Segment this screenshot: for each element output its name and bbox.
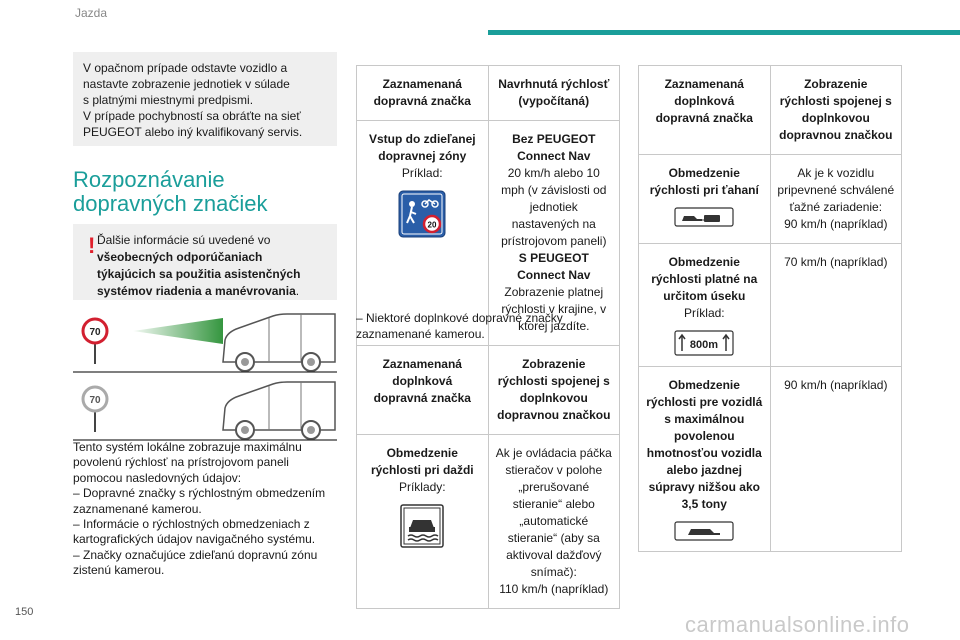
row-example-label: Príklad:: [401, 166, 443, 180]
row-speed-value: 110 km/h (napríklad): [499, 582, 609, 596]
body-line: – Značky označujúce zdieľanú dopravnú zónu: [73, 547, 318, 562]
warning-exclamation-icon: !: [88, 233, 96, 258]
speed-sign-value: 70: [89, 327, 101, 338]
table-row: [639, 155, 902, 244]
table-cell: [770, 244, 901, 367]
car-icon: [223, 382, 335, 439]
body-line: – Informácie o rýchlostných obmedzeniach z: [73, 517, 310, 532]
row-example-label: Príklady:: [398, 480, 446, 494]
row-nav-off-label: Bez PEUGEOT Connect Nav: [512, 132, 596, 163]
body-line: – Dopravné značky s rýchlostným obmedzením: [73, 486, 326, 501]
info-line: PEUGEOT alebo iný kvalifikovaný servis.: [83, 125, 303, 139]
row-speed-value: 70 km/h (napríklad): [784, 255, 888, 269]
table-header: Zaznamenaná doplnková dopravná značka: [639, 66, 771, 155]
row-description: Ak je ovládacia páčka stieračov v polohe „prerušované stieranie“ alebo „automatické stieranie“ (aby sa aktivoval dažďový snímač):: [495, 446, 612, 579]
body-line: zaznamenané kamerou.: [73, 501, 202, 516]
body-line: kartografických údajov navigačného systému.: [73, 532, 316, 547]
shared-zone-sign-value: 20: [427, 220, 437, 230]
table-header: Navrhnutá rýchlosť (vypočítaná): [488, 66, 619, 121]
table-header: Zobrazenie rýchlosti spojenej s doplnkovou dopravnou značkou: [770, 66, 901, 155]
speed-sign-value: 70: [89, 395, 101, 406]
info-box: [73, 52, 337, 146]
table-header: Zaznamenaná dopravná značka: [357, 66, 489, 121]
camera-beam: [133, 318, 223, 344]
watermark: carmanualsonline.info: [685, 612, 910, 637]
page-number: 150: [15, 606, 34, 618]
table-cell: [770, 367, 901, 552]
warning-box: [73, 224, 337, 300]
body-line: povolenú rýchlosť na prístrojovom paneli: [73, 455, 289, 470]
car-icon: [223, 314, 335, 371]
speed-sign-active-illustration: [73, 304, 337, 374]
info-line: V opačnom prípade odstavte vozidlo a: [83, 61, 288, 75]
distance-sign-value: 800m: [690, 339, 719, 351]
table-cell: [639, 155, 771, 244]
towing-sign-icon: [674, 207, 734, 227]
row-title: Obmedzenie rýchlosti pre vozidlá s maximálnou povolenou hmotnosťou vozidla alebo jazdnej súpravy nižšou ako 3,5 tony: [646, 378, 763, 511]
weight-limit-sign-icon: [674, 521, 734, 541]
section-label: Jazda: [75, 6, 108, 20]
table-cell: [357, 435, 489, 609]
row-speed-value: 90 km/h (napríklad): [784, 217, 888, 231]
row-title: Obmedzenie rýchlosti platné na určitom úseku: [651, 255, 758, 303]
row-nav-on-label: S PEUGEOT Connect Nav: [517, 251, 591, 282]
supplementary-signs-table: [638, 65, 902, 552]
table-row: [639, 367, 902, 552]
section-title-line2: dopravných značiek: [73, 191, 268, 216]
body-line: zistenú kamerou.: [73, 563, 165, 578]
row-title: Obmedzenie rýchlosti pri daždi: [370, 446, 474, 477]
warning-end: .: [295, 284, 300, 298]
warning-bold1: všeobecných odporúčaniach: [97, 250, 263, 264]
rain-sign-icon: [400, 504, 444, 548]
section-title-line1: Rozpoznávanie: [73, 167, 225, 192]
info-line: s platnými miestnymi predpismi.: [83, 93, 254, 107]
warning-last-line: [97, 283, 329, 300]
row-speed-value: 90 km/h (napríklad): [784, 378, 888, 392]
table-cell: [639, 244, 771, 367]
rain-limit-table: [356, 345, 620, 609]
table-cell: [639, 367, 771, 552]
shared-zone-table: [356, 65, 620, 346]
shared-zone-sign-icon: [398, 190, 446, 238]
row-nav-off-value: 20 km/h alebo 10 mph (v závislosti od jednotiek nastavených na prístrojovom paneli): [501, 166, 607, 248]
distance-sign-icon: [674, 330, 734, 356]
additional-signs-note: – Niektoré doplnkové dopravné značky zaznamenané kamerou.: [356, 311, 563, 341]
speed-sign-inactive-illustration: [73, 372, 337, 442]
table-header: Zaznamenaná doplnková dopravná značka: [357, 346, 489, 435]
row-title: Vstup do zdieľanej dopravnej zóny: [368, 132, 476, 163]
table-cell: [488, 435, 619, 609]
body-text: [73, 440, 337, 579]
body-line: pomocou nasledovných údajov:: [73, 470, 242, 485]
row-description: Ak je k vozidlu pripevnené schválené ťažné zariadenie:: [777, 166, 895, 214]
header-accent-bar: [488, 30, 960, 35]
warning-bold3: systémov riadenia a manévrovania: [97, 284, 296, 298]
table-row: [357, 435, 620, 609]
warning-bold2: týkajúcich sa použitia asistenčných: [97, 267, 301, 281]
row-title: Obmedzenie rýchlosti pri ťahaní: [649, 166, 759, 197]
row-example-label: Príklad:: [683, 306, 725, 320]
table-header: Zobrazenie rýchlosti spojenej s doplnkovou dopravnou značkou: [488, 346, 619, 435]
row-nav-on-value: Zobrazenie platnej rýchlosti v krajine, v ktorej jazdíte.: [501, 285, 607, 333]
warning-line1: Ďalšie informácie sú uvedené vo: [97, 233, 271, 247]
section-title: [73, 168, 337, 216]
info-line: nastavte zobrazenie jednotiek v súlade: [83, 77, 290, 91]
info-line: V prípade pochybností sa obráťte na sieť: [83, 109, 301, 123]
body-line: Tento systém lokálne zobrazuje maximálnu: [73, 440, 302, 454]
table-cell: [770, 155, 901, 244]
table-row: [639, 244, 902, 367]
